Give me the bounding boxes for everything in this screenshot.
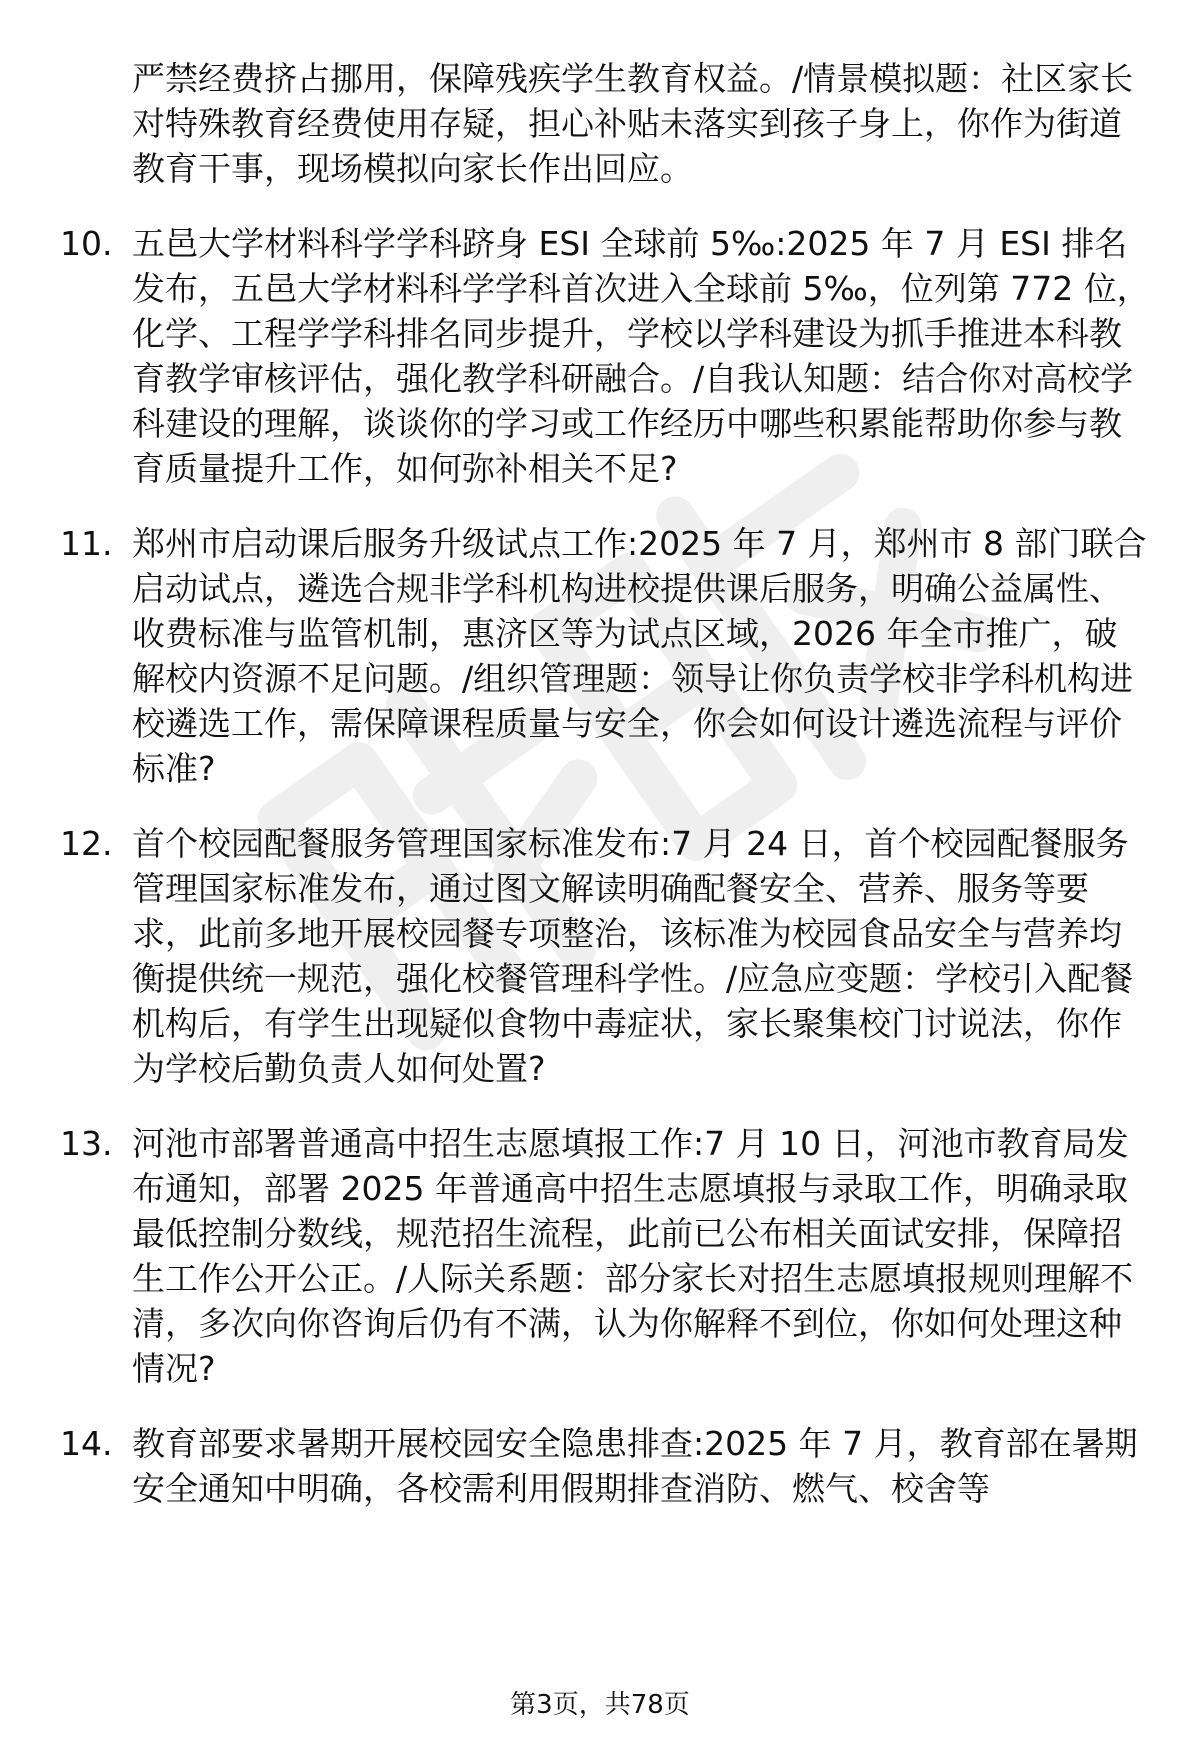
list-item	[60, 1121, 1150, 1391]
page-content	[60, 56, 1150, 1541]
continuation-paragraph: 严禁经费挤占挪用，保障残疾学生教育权益。/情景模拟题：社区家长对特殊教育经费使用存疑，担心补贴未落实到孩子身上，你作为街道教育干事，现场模拟向家长作出回应。	[132, 59, 1134, 188]
item-text: 首个校园配餐服务管理国家标准发布:7 月 24 日，首个校园配餐服务管理国家标准发布，通过图文解读明确配餐安全、营养、服务等要求，此前多地开展校园餐专项整治，该标准为校园食品安全与营养均衡提供统一规范，强化校餐管理科学性。/应急应变题：学校引入配餐机构后，有学生出现疑似食物中毒症状，家长聚集校门讨说法，你作为学校后勤负责人如何处置?	[132, 824, 1134, 1088]
item-number: 14.	[60, 1424, 113, 1463]
item-number: 13.	[60, 1124, 113, 1163]
item-text: 郑州市启动课后服务升级试点工作:2025 年 7 月，郑州市 8 部门联合启动试点，遴选合规非学科机构进校提供课后服务，明确公益属性、收费标准与监管机制，惠济区等为试点区域，2026 年全市推广，破解校内资源不足问题。/组织管理题：领导让你负责学校非学科机构进校遴选工作，需保障课程质量与安全，你会如何设计遴选流程与评价标准?	[132, 524, 1147, 788]
item-number: 10.	[60, 224, 113, 263]
list-item	[60, 1421, 1150, 1511]
list-item	[60, 221, 1150, 491]
item-text: 五邑大学材料科学学科跻身 ESI 全球前 5‰:2025 年 7 月 ESI 排名发布，五邑大学材料科学学科首次进入全球前 5‰，位列第 772 位，化学、工程学学科排名同步提升，学校以学科建设为抓手推进本科教育教学审核评估，强化教学科研融合。/自我认知题：结合你对高校学科建设的理解，谈谈你的学习或工作经历中哪些积累能帮助你参与教育质量提升工作，如何弥补相关不足?	[132, 224, 1150, 488]
item-text: 河池市部署普通高中招生志愿填报工作:7 月 10 日，河池市教育局发布通知，部署 2025 年普通高中招生志愿填报与录取工作，明确录取最低控制分数线，规范招生流程，此前已公布相关面试安排，保障招生工作公开公正。/人际关系题：部分家长对招生志愿填报规则理解不清，多次向你咨询后仍有不满，认为你解释不到位，你如何处理这种情况?	[132, 1124, 1134, 1388]
list-item	[60, 821, 1150, 1091]
item-number: 11.	[60, 524, 113, 563]
item-text: 教育部要求暑期开展校园安全隐患排查:2025 年 7 月，教育部在暑期安全通知中明确，各校需利用假期排查消防、燃气、校舍等	[132, 1424, 1138, 1508]
page-footer: 第3页，共78页	[510, 1690, 690, 1720]
list-item	[60, 521, 1150, 791]
item-number: 12.	[60, 824, 113, 863]
